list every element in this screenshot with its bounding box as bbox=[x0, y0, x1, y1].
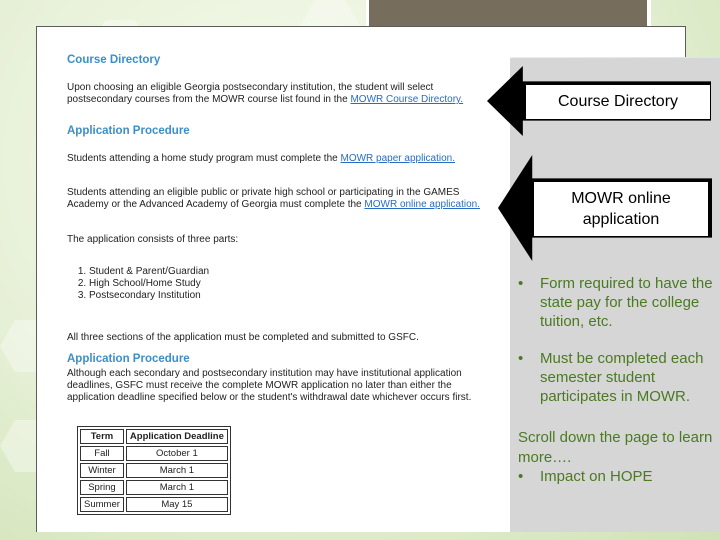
table-header: Term bbox=[80, 429, 124, 444]
table-cell: Fall bbox=[80, 446, 124, 461]
table-header: Application Deadline bbox=[126, 429, 228, 444]
bullet-text: Impact on HOPE bbox=[540, 468, 653, 485]
bullet-icon: • bbox=[518, 350, 524, 367]
list-item: 1. Student & Parent/Guardian bbox=[89, 266, 497, 278]
table-row bbox=[80, 446, 228, 461]
bullet-text: Must be completed each semester student participates in MOWR. bbox=[540, 350, 704, 405]
scroll-note bbox=[518, 428, 718, 487]
list-item: 2. High School/Home Study bbox=[89, 278, 497, 290]
table-cell: Summer bbox=[80, 497, 124, 512]
table-cell: Winter bbox=[80, 463, 124, 478]
list-item bbox=[518, 274, 718, 331]
heading-application-procedure-2: Application Procedure bbox=[67, 353, 190, 365]
home-study-paragraph bbox=[67, 153, 497, 165]
table-row bbox=[80, 463, 228, 478]
table-row bbox=[80, 497, 228, 512]
table-cell: Spring bbox=[80, 480, 124, 495]
table-cell: October 1 bbox=[126, 446, 228, 461]
table-cell: March 1 bbox=[126, 463, 228, 478]
bullet-icon: • bbox=[518, 275, 524, 292]
webpage-screenshot bbox=[36, 48, 511, 532]
course-directory-paragraph bbox=[67, 82, 497, 106]
heading-application-procedure: Application Procedure bbox=[67, 125, 190, 137]
course-directory-text: Upon choosing an eligible Georgia postsecondary institution, the student will select postsecondary courses from the MOWR course list found in the bbox=[67, 82, 434, 105]
callout-course-directory: Course Directory bbox=[525, 84, 711, 120]
scroll-note-text: Scroll down the page to learn more…. bbox=[518, 429, 713, 466]
mowr-paper-application-link[interactable]: MOWR paper application. bbox=[340, 153, 455, 164]
table-row bbox=[80, 480, 228, 495]
public-private-paragraph bbox=[67, 187, 497, 211]
list-item: 3. Postsecondary Institution bbox=[89, 290, 497, 302]
table-cell: May 15 bbox=[126, 497, 228, 512]
list-item bbox=[518, 349, 718, 406]
all-sections-text: All three sections of the application must be completed and submitted to GSFC. bbox=[67, 332, 419, 343]
bullet-icon: • bbox=[518, 468, 524, 485]
mowr-online-application-link[interactable]: MOWR online application. bbox=[364, 199, 480, 210]
list-item bbox=[518, 467, 718, 487]
table-cell: March 1 bbox=[126, 480, 228, 495]
callout-mowr-online-application: MOWR online application bbox=[533, 181, 709, 237]
public-private-text: Students attending an eligible public or private high school or participating in the GAMES Academy or the Advanced Academy of Georgia must complete the bbox=[67, 187, 460, 210]
notes-bullets bbox=[518, 274, 718, 424]
parts-intro: The application consists of three parts: bbox=[67, 234, 239, 245]
mowr-course-directory-link[interactable]: MOWR Course Directory. bbox=[350, 94, 464, 105]
heading-course-directory: Course Directory bbox=[67, 54, 161, 66]
deadline-table bbox=[77, 426, 231, 515]
bullet-text: Form required to have the state pay for the college tuition, etc. bbox=[540, 275, 713, 330]
deadlines-paragraph: Although each secondary and postsecondary institution may have institutional application deadlines, GSFC must receive the complete MOWR application no later than either the application deadline specified below or the student's withdrawal date whichever occurs first. bbox=[67, 368, 472, 403]
parts-list bbox=[67, 266, 497, 302]
home-study-text: Students attending a home study program must complete the bbox=[67, 153, 338, 164]
